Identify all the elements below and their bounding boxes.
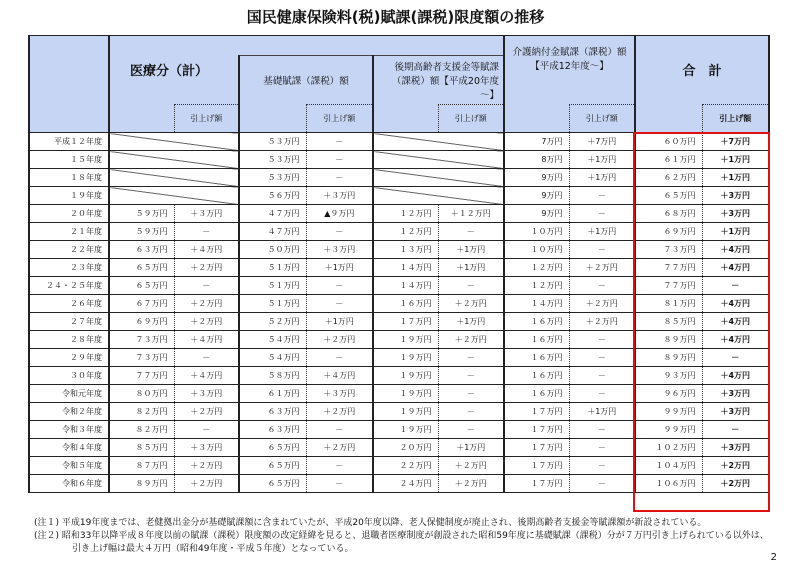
not-applicable-cell: [373, 187, 504, 205]
eld-increase: －: [438, 385, 504, 403]
care-amount: １０万円: [504, 241, 569, 259]
basic-amount: ５３万円: [239, 151, 306, 169]
care-increase: －: [569, 205, 635, 223]
total-amount: ６５万円: [635, 187, 702, 205]
table-row: [29, 151, 769, 169]
med-increase: －: [174, 223, 239, 241]
basic-amount: ５３万円: [239, 133, 306, 151]
basic-increase: ＋２万円: [306, 439, 373, 457]
eld-amount: １３万円: [373, 241, 438, 259]
header-increase: 引上げ額: [702, 104, 769, 132]
eld-increase: ＋２万円: [438, 331, 504, 349]
basic-increase: ＋２万円: [306, 331, 373, 349]
total-amount: ７７万円: [635, 277, 702, 295]
care-increase: ＋２万円: [569, 313, 635, 331]
eld-increase: ＋２万円: [438, 295, 504, 313]
eld-increase: ＋２万円: [438, 475, 504, 493]
eld-amount: １２万円: [373, 205, 438, 223]
basic-increase: －: [306, 421, 373, 439]
care-amount: 7万円: [504, 133, 569, 151]
med-amount: ７７万円: [109, 367, 174, 385]
care-amount: １６万円: [504, 367, 569, 385]
basic-increase: －: [306, 169, 373, 187]
total-increase: ＋3万円: [702, 205, 769, 223]
total-increase: ＋7万円: [702, 133, 769, 151]
year-cell: ２７年度: [29, 313, 109, 331]
total-increase: ＋4万円: [702, 295, 769, 313]
note-1: (注１) 平成19年度までは、老健拠出金分が基礎賦課額に含まれていたが、平成20年度以降、老人保健制度が廃止され、後期高齢者支援金等賦課額が新設されている。: [34, 518, 707, 528]
header-increase: 引上げ額: [569, 104, 635, 132]
total-amount: ６０万円: [635, 133, 702, 151]
header-care: 介護納付金賦課（課税）額【平成12年度～】: [504, 36, 635, 105]
med-increase: ＋２万円: [174, 295, 239, 313]
total-amount: ９３万円: [635, 367, 702, 385]
care-increase: －: [569, 475, 635, 493]
eld-increase: ＋1万円: [438, 439, 504, 457]
basic-increase: ＋1万円: [306, 259, 373, 277]
table-row: [29, 403, 769, 421]
table-row: [29, 457, 769, 475]
care-increase: ＋1万円: [569, 151, 635, 169]
care-increase: ＋1万円: [569, 403, 635, 421]
care-amount: 9万円: [504, 187, 569, 205]
total-increase: ＋4万円: [702, 241, 769, 259]
total-amount: ６９万円: [635, 223, 702, 241]
eld-increase: ＋1万円: [438, 313, 504, 331]
not-applicable-cell: [109, 151, 239, 169]
basic-increase: －: [306, 277, 373, 295]
med-amount: ８２万円: [109, 421, 174, 439]
total-amount: ６８万円: [635, 205, 702, 223]
med-increase: ＋３万円: [174, 385, 239, 403]
care-increase: ＋7万円: [569, 133, 635, 151]
page-number: 2: [770, 552, 777, 563]
year-cell: ２１年度: [29, 223, 109, 241]
not-applicable-cell: [373, 169, 504, 187]
limit-table: [28, 35, 770, 493]
med-amount: ７３万円: [109, 331, 174, 349]
care-amount: 9万円: [504, 169, 569, 187]
eld-increase: －: [438, 421, 504, 439]
med-amount: ８５万円: [109, 439, 174, 457]
med-amount: ５９万円: [109, 205, 174, 223]
total-increase: ＋3万円: [702, 187, 769, 205]
header-increase: 引上げ額: [174, 104, 239, 132]
med-increase: －: [174, 277, 239, 295]
total-amount: ９９万円: [635, 421, 702, 439]
total-increase: ＋3万円: [702, 403, 769, 421]
med-amount: ８２万円: [109, 403, 174, 421]
total-increase: ＋3万円: [702, 439, 769, 457]
basic-amount: ５０万円: [239, 241, 306, 259]
table-row: [29, 205, 769, 223]
med-increase: ＋２万円: [174, 457, 239, 475]
eld-amount: １９万円: [373, 385, 438, 403]
care-increase: －: [569, 385, 635, 403]
page-title: 国民健康保険料(税)賦課(課税)限度額の推移: [246, 8, 545, 26]
care-increase: －: [569, 241, 635, 259]
year-cell: 令和４年度: [29, 439, 109, 457]
care-increase: －: [569, 187, 635, 205]
basic-increase: ＋1万円: [306, 313, 373, 331]
total-increase: ＋4万円: [702, 259, 769, 277]
basic-amount: ６３万円: [239, 421, 306, 439]
not-applicable-cell: [109, 133, 239, 151]
med-increase: ＋２万円: [174, 403, 239, 421]
table-row: [29, 349, 769, 367]
table-row: [29, 169, 769, 187]
total-amount: ９６万円: [635, 385, 702, 403]
med-increase: ＋２万円: [174, 313, 239, 331]
year-cell: ２９年度: [29, 349, 109, 367]
year-cell: １５年度: [29, 151, 109, 169]
care-increase: －: [569, 277, 635, 295]
basic-amount: ４７万円: [239, 223, 306, 241]
care-amount: １７万円: [504, 457, 569, 475]
year-cell: ２０年度: [29, 205, 109, 223]
eld-amount: １９万円: [373, 421, 438, 439]
total-increase: ＋3万円: [702, 385, 769, 403]
total-increase: ＋1万円: [702, 223, 769, 241]
note-2: (注２) 昭和33年以降平成８年度以前の賦課（課税）限度額の改定経緯を見ると、退職者医療制度が創設された昭和59年度に基礎賦課（課税）分が７万円引き上げられている以外は、引き上げ幅は最大４万円（昭和49年度・平成５年度）となっている。: [34, 531, 769, 554]
basic-amount: ５２万円: [239, 313, 306, 331]
care-increase: ＋1万円: [569, 223, 635, 241]
basic-increase: －: [306, 349, 373, 367]
care-increase: －: [569, 457, 635, 475]
care-amount: １２万円: [504, 277, 569, 295]
total-increase: ＋4万円: [702, 313, 769, 331]
med-amount: ７３万円: [109, 349, 174, 367]
table-row: [29, 331, 769, 349]
basic-increase: －: [306, 457, 373, 475]
eld-increase: －: [438, 223, 504, 241]
med-amount: ５９万円: [109, 223, 174, 241]
total-increase: －: [702, 349, 769, 367]
basic-increase: ＋２万円: [306, 403, 373, 421]
eld-amount: ２４万円: [373, 475, 438, 493]
year-cell: 令和３年度: [29, 421, 109, 439]
eld-increase: －: [438, 277, 504, 295]
year-cell: ２３年度: [29, 259, 109, 277]
year-cell: 令和６年度: [29, 475, 109, 493]
year-cell: １８年度: [29, 169, 109, 187]
care-amount: １６万円: [504, 349, 569, 367]
care-increase: ＋２万円: [569, 259, 635, 277]
basic-increase: ＋３万円: [306, 187, 373, 205]
care-amount: １４万円: [504, 295, 569, 313]
table-row: [29, 295, 769, 313]
care-amount: １０万円: [504, 223, 569, 241]
med-increase: ＋２万円: [174, 259, 239, 277]
total-increase: ＋4万円: [702, 331, 769, 349]
basic-amount: ６５万円: [239, 475, 306, 493]
year-cell: ２４・２５年度: [29, 277, 109, 295]
basic-amount: ５１万円: [239, 277, 306, 295]
table-row: [29, 475, 769, 493]
eld-amount: １７万円: [373, 313, 438, 331]
care-amount: １６万円: [504, 313, 569, 331]
care-amount: １７万円: [504, 475, 569, 493]
basic-amount: ５３万円: [239, 169, 306, 187]
eld-increase: －: [438, 403, 504, 421]
basic-amount: ５４万円: [239, 331, 306, 349]
table-row: [29, 223, 769, 241]
eld-amount: ２０万円: [373, 439, 438, 457]
year-cell: ３０年度: [29, 367, 109, 385]
med-amount: ６７万円: [109, 295, 174, 313]
basic-increase: －: [306, 223, 373, 241]
table-row: [29, 277, 769, 295]
care-amount: １７万円: [504, 421, 569, 439]
year-cell: ２８年度: [29, 331, 109, 349]
care-increase: ＋２万円: [569, 295, 635, 313]
eld-increase: ＋1万円: [438, 259, 504, 277]
total-increase: ＋4万円: [702, 367, 769, 385]
eld-increase: ＋２万円: [438, 457, 504, 475]
table-row: [29, 187, 769, 205]
total-amount: １０４万円: [635, 457, 702, 475]
header-basic: 基礎賦課（課税）額: [239, 56, 373, 105]
notes: [34, 517, 774, 556]
basic-amount: ５４万円: [239, 349, 306, 367]
header-medical: 医療分（計）: [109, 36, 239, 105]
total-amount: ８９万円: [635, 331, 702, 349]
year-cell: 令和２年度: [29, 403, 109, 421]
basic-amount: ５１万円: [239, 295, 306, 313]
care-increase: －: [569, 439, 635, 457]
year-cell: 令和５年度: [29, 457, 109, 475]
total-increase: ＋2万円: [702, 475, 769, 493]
table-row: [29, 385, 769, 403]
table-row: [29, 421, 769, 439]
year-cell: １９年度: [29, 187, 109, 205]
header-total: 合 計: [635, 36, 769, 105]
table-row: [29, 241, 769, 259]
basic-increase: －: [306, 475, 373, 493]
year-cell: ２６年度: [29, 295, 109, 313]
basic-increase: ＋３万円: [306, 385, 373, 403]
care-amount: １６万円: [504, 385, 569, 403]
care-increase: －: [569, 331, 635, 349]
eld-increase: －: [438, 367, 504, 385]
total-amount: ７３万円: [635, 241, 702, 259]
basic-amount: ６５万円: [239, 457, 306, 475]
basic-amount: ６５万円: [239, 439, 306, 457]
basic-amount: ５１万円: [239, 259, 306, 277]
basic-increase: ▲９万円: [306, 205, 373, 223]
med-amount: ８９万円: [109, 475, 174, 493]
basic-increase: ＋４万円: [306, 367, 373, 385]
eld-amount: １９万円: [373, 367, 438, 385]
total-amount: １０２万円: [635, 439, 702, 457]
med-increase: ＋３万円: [174, 205, 239, 223]
med-amount: ６９万円: [109, 313, 174, 331]
not-applicable-cell: [373, 151, 504, 169]
basic-increase: ＋３万円: [306, 241, 373, 259]
med-amount: ６５万円: [109, 259, 174, 277]
header-elderly: 後期高齢者支援金等賦課（課税）額【平成20年度～】: [373, 56, 504, 105]
care-amount: 9万円: [504, 205, 569, 223]
not-applicable-cell: [109, 187, 239, 205]
med-increase: －: [174, 349, 239, 367]
med-amount: ６３万円: [109, 241, 174, 259]
total-amount: ６２万円: [635, 169, 702, 187]
basic-increase: －: [306, 133, 373, 151]
table-row: [29, 439, 769, 457]
total-amount: ６１万円: [635, 151, 702, 169]
basic-amount: ６１万円: [239, 385, 306, 403]
not-applicable-cell: [373, 133, 504, 151]
care-increase: ＋1万円: [569, 169, 635, 187]
year-cell: 平成１２年度: [29, 133, 109, 151]
table-row: [29, 133, 769, 151]
header-increase: 引上げ額: [438, 104, 504, 132]
eld-amount: ２２万円: [373, 457, 438, 475]
eld-amount: １９万円: [373, 403, 438, 421]
eld-amount: １４万円: [373, 277, 438, 295]
total-increase: －: [702, 421, 769, 439]
total-amount: ８１万円: [635, 295, 702, 313]
year-cell: 令和元年度: [29, 385, 109, 403]
med-increase: ＋４万円: [174, 367, 239, 385]
med-increase: ＋２万円: [174, 475, 239, 493]
basic-amount: ４７万円: [239, 205, 306, 223]
care-amount: １６万円: [504, 331, 569, 349]
total-amount: ８９万円: [635, 349, 702, 367]
total-increase: ＋1万円: [702, 169, 769, 187]
med-increase: －: [174, 421, 239, 439]
total-increase: ＋2万円: [702, 457, 769, 475]
med-amount: ６５万円: [109, 277, 174, 295]
eld-amount: １９万円: [373, 349, 438, 367]
med-increase: ＋３万円: [174, 439, 239, 457]
table-row: [29, 367, 769, 385]
eld-increase: ＋1万円: [438, 241, 504, 259]
total-amount: ９９万円: [635, 403, 702, 421]
table-row: [29, 313, 769, 331]
year-cell: ２２年度: [29, 241, 109, 259]
basic-amount: ５８万円: [239, 367, 306, 385]
care-increase: －: [569, 367, 635, 385]
not-applicable-cell: [109, 169, 239, 187]
care-amount: １２万円: [504, 259, 569, 277]
basic-amount: ５６万円: [239, 187, 306, 205]
header-increase: 引上げ額: [306, 104, 373, 132]
basic-amount: ６３万円: [239, 403, 306, 421]
care-amount: １７万円: [504, 403, 569, 421]
care-increase: －: [569, 421, 635, 439]
table-row: [29, 259, 769, 277]
med-amount: ８０万円: [109, 385, 174, 403]
total-amount: １０６万円: [635, 475, 702, 493]
eld-amount: １９万円: [373, 331, 438, 349]
care-amount: 8万円: [504, 151, 569, 169]
total-amount: ７７万円: [635, 259, 702, 277]
eld-increase: ＋１２万円: [438, 205, 504, 223]
total-increase: ＋1万円: [702, 151, 769, 169]
total-increase: －: [702, 277, 769, 295]
med-increase: ＋４万円: [174, 241, 239, 259]
basic-increase: －: [306, 295, 373, 313]
eld-increase: －: [438, 349, 504, 367]
med-increase: ＋４万円: [174, 331, 239, 349]
care-amount: １７万円: [504, 439, 569, 457]
total-amount: ８５万円: [635, 313, 702, 331]
eld-amount: １４万円: [373, 259, 438, 277]
med-amount: ８７万円: [109, 457, 174, 475]
basic-increase: －: [306, 151, 373, 169]
eld-amount: １６万円: [373, 295, 438, 313]
care-increase: －: [569, 349, 635, 367]
eld-amount: １２万円: [373, 223, 438, 241]
